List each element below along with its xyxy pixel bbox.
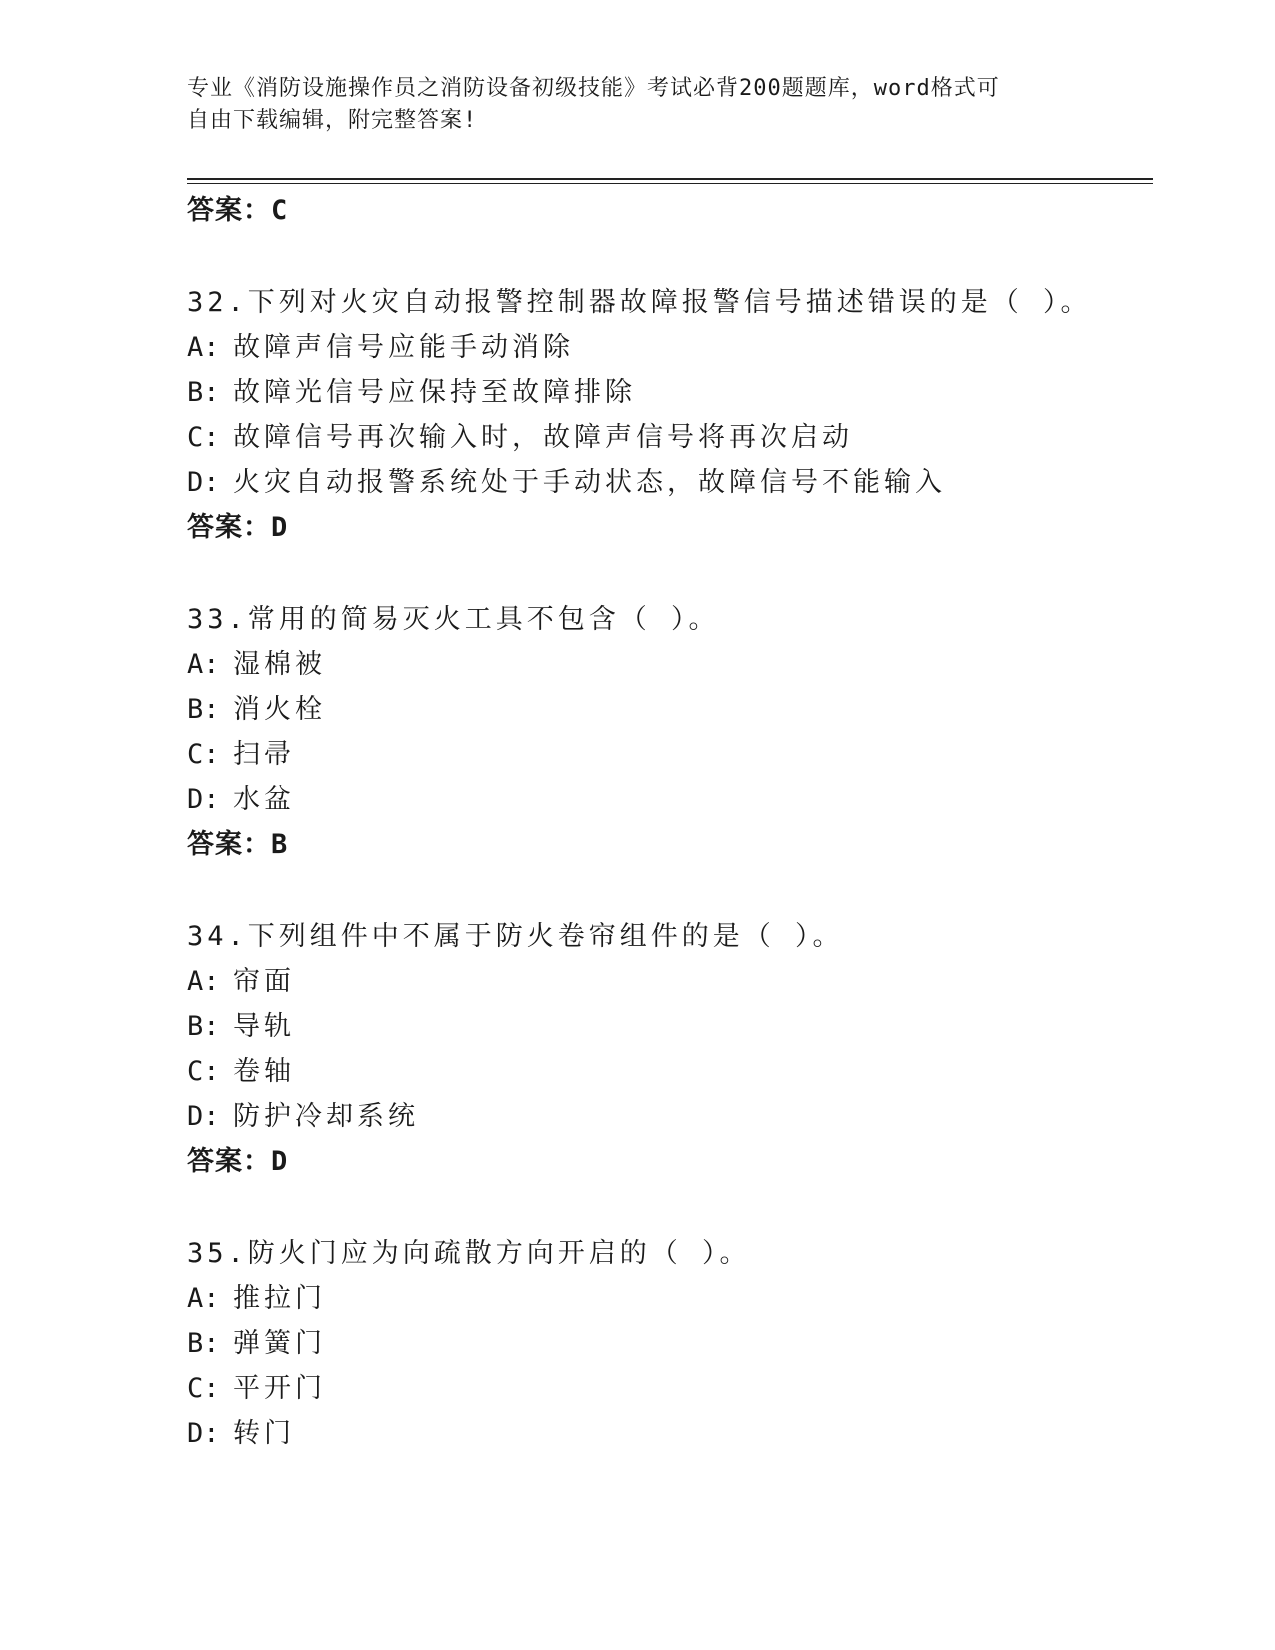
option-text: 防护冷却系统 bbox=[233, 1101, 419, 1132]
option-label: B: bbox=[187, 1328, 220, 1359]
option-label: A: bbox=[187, 332, 220, 363]
option-label: A: bbox=[187, 649, 220, 680]
option-b bbox=[187, 687, 1153, 732]
option-d bbox=[187, 1094, 1153, 1139]
option-d bbox=[187, 460, 1153, 505]
option-label: A: bbox=[187, 1283, 220, 1314]
option-text: 故障信号再次输入时，故障声信号将再次启动 bbox=[233, 422, 853, 453]
question-stem: 35.防火门应为向疏散方向开启的（ ）。 bbox=[187, 1238, 751, 1269]
option-label: C: bbox=[187, 739, 220, 770]
option-text: 扫帚 bbox=[233, 739, 295, 770]
option-text: 消火栓 bbox=[233, 694, 326, 725]
answer-line: 答案：C bbox=[187, 195, 289, 226]
option-c bbox=[187, 1366, 1153, 1411]
option-label: D: bbox=[187, 1101, 220, 1132]
option-label: D: bbox=[187, 784, 220, 815]
option-b bbox=[187, 1004, 1153, 1049]
option-text: 转门 bbox=[233, 1418, 295, 1449]
answer-line: 答案：D bbox=[187, 512, 289, 543]
question-stem: 32.下列对火灾自动报警控制器故障报警信号描述错误的是（ ）。 bbox=[187, 287, 1092, 318]
option-c bbox=[187, 732, 1153, 777]
header-line-2: 自由下载编辑，附完整答案! bbox=[187, 108, 478, 133]
option-c bbox=[187, 415, 1153, 460]
option-a bbox=[187, 1276, 1153, 1321]
question-stem: 33.常用的简易灭火工具不包含（ ）。 bbox=[187, 604, 720, 635]
question-block-33 bbox=[187, 597, 1153, 867]
option-a bbox=[187, 642, 1153, 687]
option-text: 弹簧门 bbox=[233, 1328, 326, 1359]
question-stem: 34.下列组件中不属于防火卷帘组件的是（ ）。 bbox=[187, 921, 844, 952]
option-a bbox=[187, 959, 1153, 1004]
option-label: B: bbox=[187, 694, 220, 725]
option-label: D: bbox=[187, 1418, 220, 1449]
option-label: B: bbox=[187, 377, 220, 408]
option-d bbox=[187, 777, 1153, 822]
option-text: 卷轴 bbox=[233, 1056, 295, 1087]
option-label: C: bbox=[187, 422, 220, 453]
option-text: 故障声信号应能手动消除 bbox=[233, 332, 574, 363]
question-block-34 bbox=[187, 914, 1153, 1184]
option-text: 推拉门 bbox=[233, 1283, 326, 1314]
option-text: 湿棉被 bbox=[233, 649, 326, 680]
option-c bbox=[187, 1049, 1153, 1094]
option-d bbox=[187, 1411, 1153, 1456]
answer-line: 答案：B bbox=[187, 829, 289, 860]
document-header bbox=[187, 73, 1067, 137]
option-label: D: bbox=[187, 467, 220, 498]
header-divider-thin bbox=[187, 183, 1153, 184]
option-label: C: bbox=[187, 1056, 220, 1087]
option-label: A: bbox=[187, 966, 220, 997]
question-list bbox=[187, 188, 1153, 1456]
question-block-32 bbox=[187, 280, 1153, 550]
option-text: 火灾自动报警系统处于手动状态，故障信号不能输入 bbox=[233, 467, 946, 498]
option-text: 导轨 bbox=[233, 1011, 295, 1042]
option-label: B: bbox=[187, 1011, 220, 1042]
question-block-35 bbox=[187, 1231, 1153, 1456]
option-b bbox=[187, 1321, 1153, 1366]
option-text: 故障光信号应保持至故障排除 bbox=[233, 377, 636, 408]
option-text: 水盆 bbox=[233, 784, 295, 815]
option-a bbox=[187, 325, 1153, 370]
answer-line: 答案：D bbox=[187, 1146, 289, 1177]
option-text: 平开门 bbox=[233, 1373, 326, 1404]
option-label: C: bbox=[187, 1373, 220, 1404]
header-line-1: 专业《消防设施操作员之消防设备初级技能》考试必背200题题库，word格式可 bbox=[187, 76, 1000, 101]
option-b bbox=[187, 370, 1153, 415]
option-text: 帘面 bbox=[233, 966, 295, 997]
header-divider-thick bbox=[187, 178, 1153, 180]
